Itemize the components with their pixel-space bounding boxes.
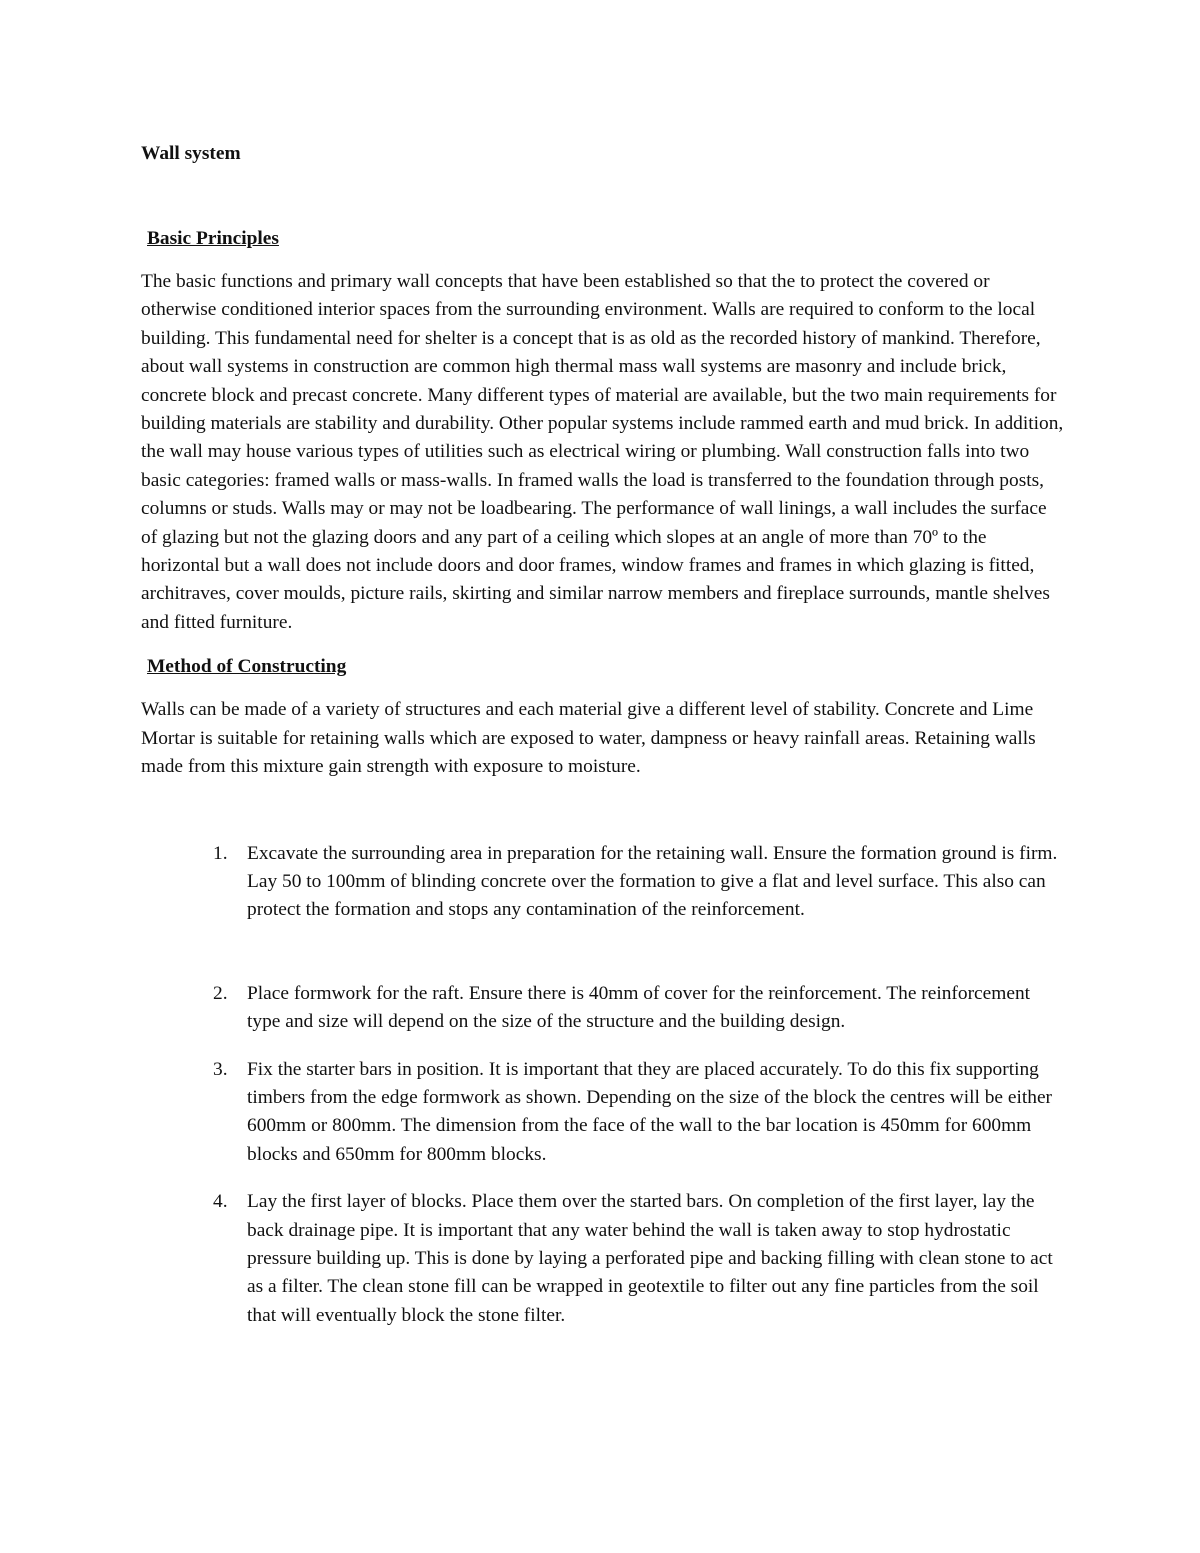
step-text: Place formwork for the raft. Ensure there is 40mm of cover for the reinforcement. The reinforcement type and size will depend on the size of the structure and the building design. xyxy=(247,982,1031,1033)
step-text: Fix the starter bars in position. It is important that they are placed accurately. To do this fix supporting timbers from the edge formwork as shown. Depending on the size of the block the centres will be either 600mm or 800mm. The dimension from the face of the wall to the bar location is 450mm for 600mm blocks and 650mm for 800mm blocks. xyxy=(247,1058,1053,1165)
step-text: Lay the first layer of blocks. Place them over the started bars. On completion of the first layer, lay the back drainage pipe. It is important that any water behind the wall is taken away to stop hydrostatic pressure building up. This is done by laying a perforated pipe and backing filling with clean stone to act as a filter. The clean stone fill can be wrapped in geotextile to filter out any fine particles from the soil that will eventually block the stone filter. xyxy=(247,1191,1053,1326)
step-number: 1. xyxy=(213,842,228,864)
list-item xyxy=(141,840,1066,925)
step-number: 3. xyxy=(213,1058,228,1080)
document-title: Wall system xyxy=(141,143,241,164)
list-item xyxy=(141,1056,1066,1170)
construction-steps-list xyxy=(141,840,1066,1331)
step-text: Excavate the surrounding area in preparation for the retaining wall. Ensure the formation ground is firm. Lay 50 to 100mm of blinding concrete over the formation to give a flat and level surface. This also can protect the formation and stops any contamination of the reinforcement. xyxy=(247,842,1058,921)
paragraph-basic-principles: The basic functions and primary wall concepts that have been established so that the to protect the covered or otherwise conditioned interior spaces from the surrounding environment. Walls are required to conform to the local building. This fundamental need for shelter is a concept that is as old as the recorded history of mankind. Therefore, about wall systems in construction are common high thermal mass wall systems are masonry and include brick, concrete block and precast concrete. Many different types of material are available, but the two main requirements for building materials are stability and durability. Other popular systems include rammed earth and mud brick. In addition, the wall may house various types of utilities such as electrical wiring or plumbing. Wall construction falls into two basic categories: framed walls or mass-walls. In framed walls the load is transferred to the foundation through posts, columns or studs. Walls may or may not be loadbearing. The performance of wall linings, a wall includes the surface of glazing but not the glazing doors and any part of a ceiling which slopes at an angle of more than 70º to the horizontal but a wall does not include doors and door frames, window frames and frames in which glazing is fitted, architraves, cover moulds, picture rails, skirting and similar narrow members and fireplace surrounds, mantle shelves and fitted furniture. xyxy=(141,271,1064,633)
step-number: 4. xyxy=(213,1191,228,1213)
section-heading-method-of-constructing: Method of Constructing xyxy=(147,656,347,678)
document-body xyxy=(141,140,1066,1330)
list-item xyxy=(141,980,1066,1037)
section-heading-basic-principles: Basic Principles xyxy=(147,228,279,249)
step-number: 2. xyxy=(213,982,228,1004)
paragraph-method-of-constructing: Walls can be made of a variety of structures and each material give a different level of stability. Concrete and Lime Mortar is suitable for retaining walls which are exposed to water, dampness or heavy rainfall areas. Retaining walls made from this mixture gain strength with exposure to moisture. xyxy=(141,699,1036,778)
list-item xyxy=(141,1188,1066,1330)
